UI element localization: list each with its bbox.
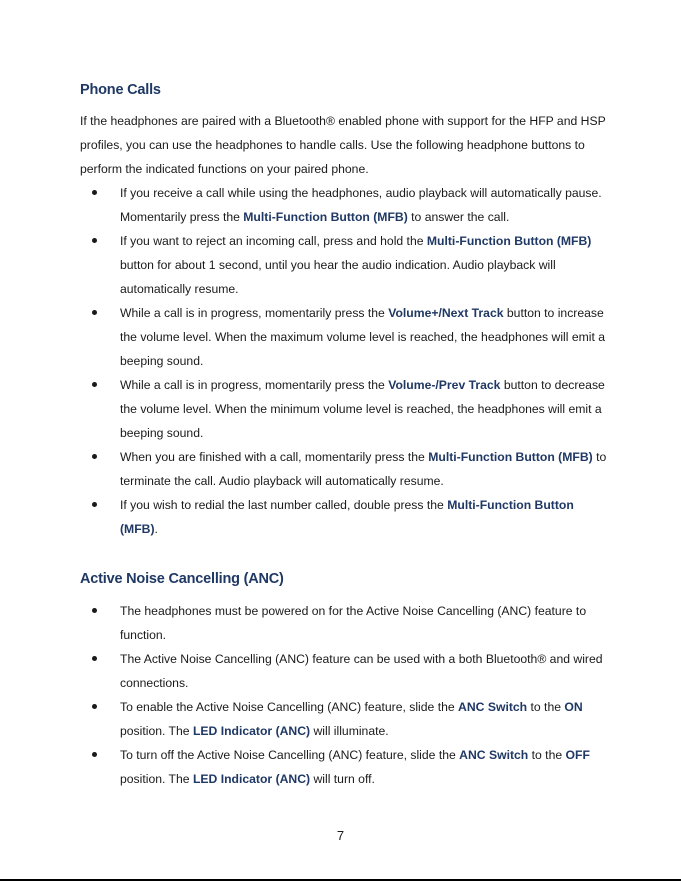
- list-text: to the: [527, 700, 565, 714]
- list-text: will turn off.: [310, 772, 375, 786]
- list-text: The Active Noise Cancelling (ANC) feature can be used with a both Bluetooth® and wired connections.: [120, 652, 603, 690]
- list-text: to the: [528, 748, 566, 762]
- list-item: [80, 493, 610, 541]
- list-item: [80, 743, 610, 791]
- list-item: [80, 301, 610, 373]
- phone-calls-heading: Phone Calls: [80, 82, 161, 98]
- anc-heading: Active Noise Cancelling (ANC): [80, 571, 284, 587]
- list-text: While a call is in progress, momentarily press the: [120, 306, 389, 320]
- anc-list: [80, 599, 610, 791]
- bold-term: Volume-/Prev Track: [388, 378, 501, 392]
- list-item: [80, 599, 610, 647]
- list-item: [80, 647, 610, 695]
- list-text: To turn off the Active Noise Cancelling (ANC) feature, slide the: [120, 748, 460, 762]
- list-text: to terminate the call. Audio playback will automatically resume.: [120, 450, 607, 488]
- list-item: [80, 373, 610, 445]
- phone-calls-list: [80, 181, 610, 541]
- list-text: will illuminate.: [310, 724, 389, 738]
- list-text: To enable the Active Noise Cancelling (ANC) feature, slide the: [120, 700, 459, 714]
- bold-term: ON: [564, 700, 583, 714]
- list-item: [80, 229, 610, 301]
- bold-term: Multi-Function Button (MFB): [243, 210, 408, 224]
- list-text: button to increase the volume level. When the maximum volume level is reached, the headphones will emit a beeping sound.: [120, 306, 606, 368]
- list-text: button for about 1 second, until you hear the audio indication. Audio playback will automatically resume.: [120, 258, 556, 296]
- bold-term: ANC Switch: [459, 748, 529, 762]
- list-text: While a call is in progress, momentarily press the: [120, 378, 389, 392]
- bold-term: Volume+/Next Track: [388, 306, 504, 320]
- phone-calls-intro: If the headphones are paired with a Bluetooth® enabled phone with support for the HFP and HSP profiles, you can use the headphones to handle calls. Use the following headphone buttons to perform the indicated functions on your paired phone.: [80, 114, 606, 176]
- bold-term: Multi-Function Button (MFB): [426, 234, 592, 248]
- list-text: When you are finished with a call, momentarily press the: [120, 450, 429, 464]
- list-text: button to decrease the volume level. When the minimum volume level is reached, the headphones will emit a beeping sound.: [120, 378, 605, 440]
- list-item: [80, 695, 610, 743]
- bold-term: OFF: [565, 748, 590, 762]
- bold-term: LED Indicator (ANC): [192, 772, 311, 786]
- list-text: If you wish to redial the last number called, double press the: [120, 498, 448, 512]
- list-text: position. The: [120, 724, 193, 738]
- bold-term: ANC Switch: [458, 700, 528, 714]
- list-text: position. The: [120, 772, 193, 786]
- bold-term: Multi-Function Button (MFB): [120, 498, 574, 536]
- bold-term: LED Indicator (ANC): [192, 724, 311, 738]
- list-item: [80, 181, 610, 229]
- list-item: [80, 445, 610, 493]
- list-text: The headphones must be powered on for the Active Noise Cancelling (ANC) feature to function.: [120, 604, 587, 642]
- list-text: to answer the call.: [407, 210, 510, 224]
- page-number: 7: [336, 828, 345, 843]
- list-text: .: [154, 522, 158, 536]
- list-text: If you receive a call while using the headphones, audio playback will automatically pause. Momentarily press the: [120, 186, 602, 224]
- list-text: If you want to reject an incoming call, press and hold the: [120, 234, 427, 248]
- bold-term: Multi-Function Button (MFB): [428, 450, 593, 464]
